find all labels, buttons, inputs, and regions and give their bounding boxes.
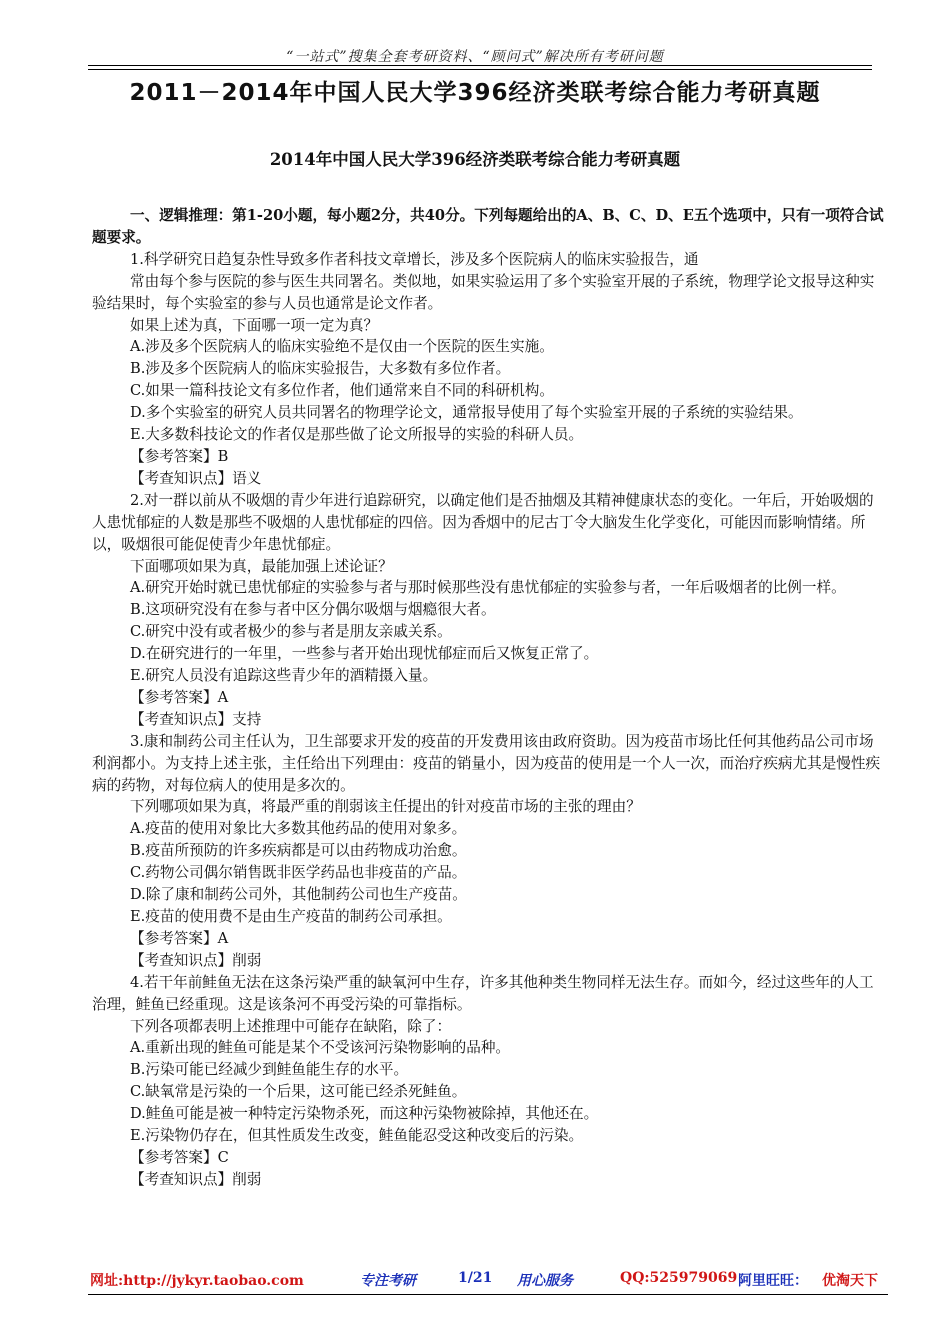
- knowledge-point: 【考查知识点】支持: [130, 710, 262, 728]
- option-d: D.在研究进行的一年里，一些参与者开始出现忧郁症而后又恢复正常了。: [130, 645, 599, 663]
- question-prompt: 如果上述为真，下面哪一项一定为真？: [130, 316, 379, 334]
- option-b: B.污染可能已经减少到鲑鱼能生存的水平。: [130, 1061, 409, 1079]
- option-a: A.研究开始时就已患忧郁症的实验参与者与那时候那些没有患忧郁症的实验参与者，一年后吸烟者的比例一样。: [130, 579, 846, 597]
- reference-answer: 【参考答案】C: [130, 1148, 229, 1166]
- option-a: A.重新出现的鲑鱼可能是某个不受该河污染物影响的品种。: [130, 1039, 511, 1057]
- option-c: C.如果一篇科技论文有多位作者，他们通常来自不同的科研机构。: [130, 382, 554, 400]
- page-footer: [90, 1270, 890, 1290]
- footer-slogan-focus: 专注考研: [360, 1273, 416, 1289]
- question-3: [92, 731, 888, 972]
- reference-answer: 【参考答案】A: [130, 929, 229, 947]
- header-rule-second: [88, 69, 872, 70]
- document-content: [92, 205, 888, 1191]
- footer-slogan-service: 用心服务: [517, 1273, 573, 1289]
- question-stem: 2.对一群以前从不吸烟的青少年进行追踪研究，以确定他们是否抽烟及其精神健康状态的变化。一年后，开始吸烟的人患忧郁症的人数是那些不吸烟的人患忧郁症的四倍。因为香烟中的尼古丁令大脑发生化学变化，可能因而影响情绪。所以，吸烟很可能促使青少年患忧郁症。: [92, 491, 874, 553]
- option-e: E.大多数科技论文的作者仅是那些做了论文所报导的实验的科研人员。: [130, 426, 584, 444]
- footer-page-number: 1/21: [458, 1270, 493, 1286]
- question-4: [92, 972, 888, 1191]
- question-prompt: 下列各项都表明上述推理中可能存在缺陷，除了：: [130, 1017, 452, 1035]
- question-2: [92, 490, 888, 731]
- option-e: E.疫苗的使用费不是由生产疫苗的制药公司承担。: [130, 908, 452, 925]
- footer-aliwangwang-label: 阿里旺旺：: [738, 1273, 808, 1289]
- footer-rule: [88, 1294, 888, 1295]
- knowledge-point: 【考查知识点】削弱: [130, 951, 262, 969]
- header-tagline: “一站式”搜集全套考研资料、“顾问式”解决所有考研问题: [286, 49, 664, 65]
- option-d: D.多个实验室的研究人员共同署名的物理学论文，通常报导使用了每个实验室开展的子系统的实验结果。: [130, 404, 803, 422]
- knowledge-point: 【考查知识点】削弱: [130, 1170, 262, 1188]
- option-c: C.药物公司偶尔销售既非医学药品也非疫苗的产品。: [130, 864, 467, 882]
- reference-answer: 【参考答案】A: [130, 688, 229, 706]
- question-stem: 常由每个参与医院的参与医生共同署名。类似地，如果实验运用了多个实验室开展的子系统，物理学论文报导这种实验结果时，每个实验室的参与人员也通常是论文作者。: [92, 272, 875, 312]
- option-a: A.疫苗的使用对象比大多数其他药品的使用对象多。: [130, 820, 467, 838]
- option-b: B.这项研究没有在参与者中区分偶尔吸烟与烟瘾很大者。: [130, 601, 496, 619]
- option-b: B.疫苗所预防的许多疾病都是可以由药物成功治愈。: [130, 842, 467, 860]
- option-b: B.涉及多个医院病人的临床实验报告，大多数有多位作者。: [130, 360, 511, 378]
- question-stem: 1.科学研究日趋复杂性导致多作者科技文章增长，涉及多个医院病人的临床实验报告，通: [130, 250, 699, 268]
- question-prompt: 下面哪项如果为真，最能加强上述论证？: [130, 557, 393, 575]
- reference-answer: 【参考答案】B: [130, 447, 229, 465]
- option-d: D.鲑鱼可能是被一种特定污染物杀死，而这种污染物被除掉，其他还在。: [130, 1105, 599, 1123]
- question-prompt: 下列哪项如果为真，将最严重的削弱该主任提出的针对疫苗市场的主张的理由？: [130, 798, 641, 816]
- footer-shop-name: 优淘天下: [822, 1273, 878, 1289]
- option-c: C.研究中没有或者极少的参与者是朋友亲戚关系。: [130, 623, 452, 641]
- option-d: D.除了康和制药公司外，其他制药公司也生产疫苗。: [130, 886, 467, 904]
- option-e: E.研究人员没有追踪这些青少年的酒精摄入量。: [130, 667, 438, 685]
- section-intro: 一、逻辑推理：第1-20小题，每小题2分，共40分。下列每题给出的A、B、C、D、E五个选项中，只有一项符合试题要求。: [92, 207, 884, 246]
- footer-website-link[interactable]: 网址:http://jykyr.taobao.com: [90, 1273, 304, 1289]
- question-1: [92, 249, 888, 490]
- section-title: 2014年中国人民大学396经济类联考综合能力考研真题: [269, 150, 681, 169]
- option-c: C.缺氧常是污染的一个后果，这可能已经杀死鲑鱼。: [130, 1083, 467, 1101]
- knowledge-point: 【考查知识点】语义: [130, 469, 262, 487]
- document-title: 2011－2014年中国人民大学396经济类联考综合能力考研真题: [129, 80, 821, 106]
- question-stem: 3.康和制药公司主任认为，卫生部要求开发的疫苗的开发费用该由政府资助。因为疫苗市场比任何其他药品公司市场利润都小。为支持上述主张，主任给出下列理由：疫苗的销量小，因为疫苗的使用是一个人一次，而治疗疾病尤其是慢性疾病的药物，对每位病人的使用是多次的。: [92, 732, 881, 794]
- header-rule: [88, 65, 872, 66]
- footer-qq: QQ:525979069: [620, 1270, 738, 1286]
- option-a: A.涉及多个医院病人的临床实验绝不是仅由一个医院的医生实施。: [130, 338, 554, 356]
- question-stem: 4.若干年前鲑鱼无法在这条污染严重的缺氧河中生存，许多其他种类生物同样无法生存。而如今，经过这些年的人工治理，鲑鱼已经重现。这是该条河不再受污染的可靠指标。: [92, 973, 874, 1013]
- option-e: E.污染物仍存在，但其性质发生改变，鲑鱼能忍受这种改变后的污染。: [130, 1127, 584, 1145]
